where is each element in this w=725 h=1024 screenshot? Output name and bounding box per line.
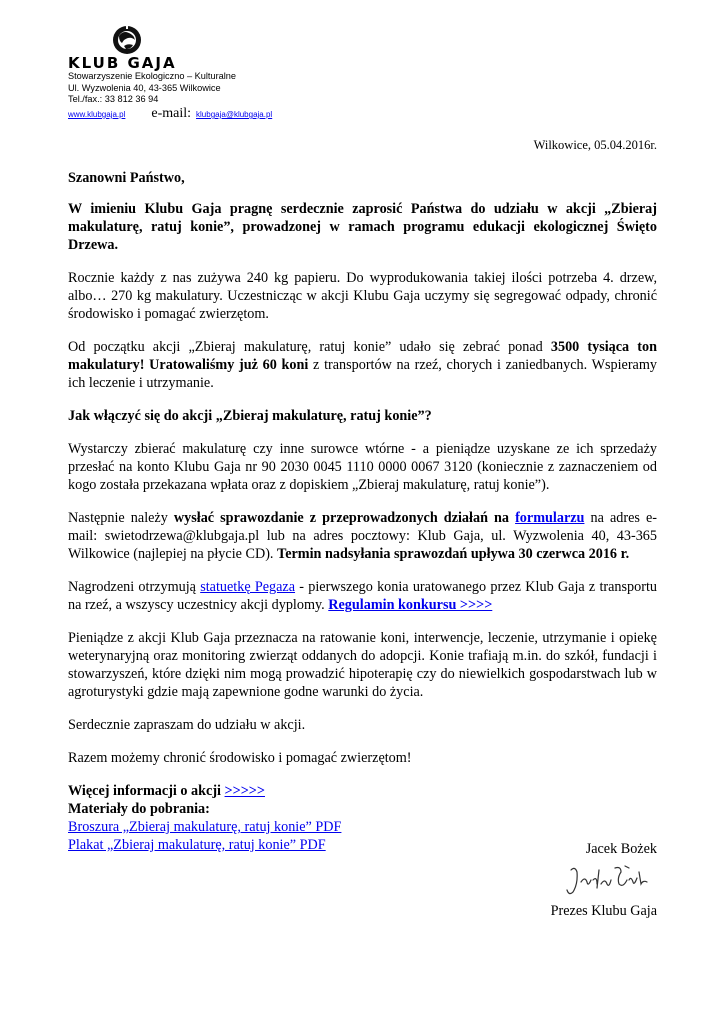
org-line: Tel./fax.: 33 812 36 94 [68,94,159,104]
letter-date: Wilkowice, 05.04.2016r. [533,138,657,152]
handwritten-signature [563,862,655,900]
more-info-label: Więcej informacji o akcji [68,783,225,799]
more-info-section [68,782,657,854]
paragraph-paper-usage: Rocznie każdy z nas zużywa 240 kg papieru. Do wyprodukowania takiej ilości potrzeba 4. drzew, albo… 270 kg makulatury. Uczestnicząc w akcji Klubu Gaja uczymy się segregować odpady, chronić środowisko i pomagać zwierzętom. [68,270,657,322]
paragraph-awards [68,578,657,614]
text-span: Nagrodzeni otrzymują [68,579,201,595]
org-address [68,71,236,106]
website-link[interactable]: www.klubgaja.pl [68,110,126,119]
lead-paragraph: W imieniu Klubu Gaja pragnę serdecznie zaprosić Państwa do udziału w akcji „Zbieraj makulaturę, ratuj konie”, prowadzonej w ramach programu edukacji ekologicznej Święto Drzewa. [68,201,657,253]
question-heading: Jak włączyć się do akcji „Zbieraj makulaturę, ratuj konie”? [68,408,432,424]
paragraph-invite: Serdecznie zapraszam do udziału w akcji. [68,717,306,733]
logo-text: KLUB GAJA [68,54,177,72]
contact-line [68,106,272,122]
paragraph-report [68,509,657,563]
paragraph-results [68,338,657,392]
email-label: e-mail: [151,106,192,121]
more-info-link[interactable]: >>>>> [224,783,265,799]
rules-link[interactable]: Regulamin konkursu >>>> [328,597,493,613]
downloads-heading: Materiały do pobrania: [68,801,210,817]
text-span: z transportów na rzeź, chorych i zaniedbanych. Wspieramy ich leczenie i utrzymanie. [68,357,657,391]
greeting: Szanowni Państwo, [68,170,185,186]
more-info-line [68,782,657,800]
text-span: Od początku akcji „Zbieraj makulaturę, ratuj konie” udało się zebrać ponad [68,339,551,355]
paragraph-funds: Pieniądze z akcji Klub Gaja przeznacza na ratowanie koni, interwencje, leczenie, utrzymanie i opiekę weterynaryjną oraz monitoring zwierząt oddanych do adopcji. Konie trafiają m.in. do szkół, fundacji i stowarzyszeń, które dzięki nim mogą prowadzić hipoterapię czy do niewielkich gospodarstwach lub w agroturystyki gdzie mają zapewnione godne warunki do życia. [68,630,657,700]
highlight-text: 3500 tysiąca ton makulatury! Uratowaliśmy już 60 koni [68,339,657,373]
form-link[interactable]: formularzu [515,510,585,526]
deadline-text: Termin nadsyłania sprawozdań upływa 30 czerwca 2016 r. [277,546,630,562]
globe-logo-icon [110,24,144,56]
text-span: - pierwszego konia uratowanego przez Klub Gaja z transportu na rzeź, a wszyscy uczestnicy akcji dyplomy. [68,579,657,613]
poster-pdf-link[interactable]: Plakat „Zbieraj makulaturę, ratuj konie” PDF [68,837,326,853]
paragraph-how-to: Wystarczy zbierać makulaturę czy inne surowce wtórne - a pieniądze uzyskane ze ich sprzedaży przesłać na konto Klubu Gaja nr 90 2030 0045 1110 0000 0067 3120 (koniecznie z zaznaczeniem od kogo została przekazana wpłata oraz z dopiskiem „Zbieraj makulaturę, ratuj konie”). [68,441,657,493]
email-link[interactable]: klubgaja@klubgaja.pl [196,110,273,119]
highlight-text: wysłać sprawozdanie z przeprowadzonych działań na [173,510,516,526]
org-line: Stowarzyszenie Ekologiczno – Kulturalne [68,71,237,81]
text-span: Następnie należy [68,510,174,526]
org-line: Ul. Wyzwolenia 40, 43-365 Wilkowice [68,82,221,93]
signer-title: Prezes Klubu Gaja [550,903,657,919]
signer-name: Jacek Bożek [585,841,657,857]
letter-body [68,169,657,854]
brochure-pdf-link[interactable]: Broszura „Zbieraj makulaturę, ratuj konie” PDF [68,819,342,835]
paragraph-together: Razem możemy chronić środowisko i pomagać zwierzętom! [68,750,412,766]
pegasus-link[interactable]: statuetkę Pegaza [200,579,296,595]
text-span: na adres e-mail: swietodrzewa@klubgaja.pl lub na adres pocztowy: Klub Gaja, ul. Wyzwolenia 40, 43-365 Wilkowice (najlepiej na płycie CD). [68,510,657,562]
